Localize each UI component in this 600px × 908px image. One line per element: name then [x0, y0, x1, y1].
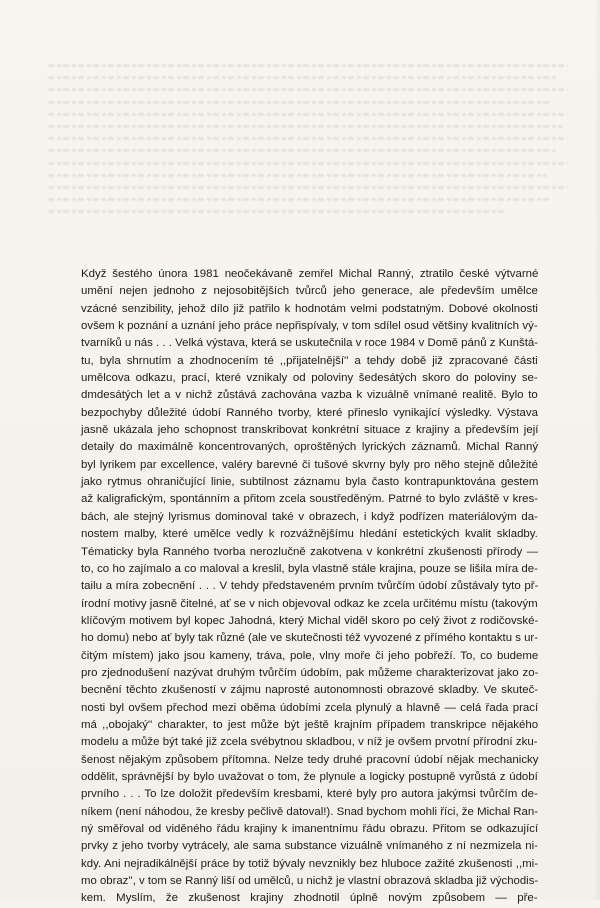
text-line: vzácné senzibility, jehož dílo již patřilo k hodnotám velmi podstatným. Dobové okolnosti: [81, 302, 538, 315]
page-edge-shadow: [594, 0, 600, 900]
text-line: tu, byla shrnutím a zhodnocením té ,,přijatelnější'' a tehdy době již zpracované části: [81, 354, 538, 367]
text-line: oddělit, správnější by bylo uvažovat o tom, že plynule a logicky postupně vyrůstá z údobí: [81, 770, 538, 783]
text-line: čitým místem) jako jsou kameny, tráva, pole, vlny moře či jeho pobřeží. To, co budeme: [81, 649, 539, 662]
text-line: jasně ukázala jeho schopnost transkribovat konkrétní situace z krajiny a především její: [81, 424, 539, 437]
text-line: bezpochyby důležité údobí Ranného tvorby, které přineslo vynikající výsledky. Výstava: [81, 406, 538, 419]
text-line: ný směřoval od viděného řádu krajiny k imanentnímu řádu obrazu. Přitom se odkazující: [81, 823, 539, 835]
reverse-side-bleed-through: [48, 64, 568, 236]
text-line: tailu a míra zobecnění . . . V tehdy představeném prvním tvůrčím údobí zůstávaly tyto př-: [81, 580, 539, 593]
text-line: dmdesátých let a v nichž zůstává zachována vazba k vizuálně vnímané realitě. Bylo to: [81, 389, 538, 402]
text-line: prvky z jeho tvorby vytrácely, ale sama substance vizuálně vnímaného z ní nezmizela ni-: [81, 840, 538, 853]
text-line: detaily do maximálně koncentrovaných, oproštěných lyrických záznamů. Michal Ranný: [81, 441, 539, 454]
text-line: až kaligrafickým, spontánním a přitom zcela soustředěným. Patrné to bylo zvláště v kres-: [81, 493, 539, 506]
text-line: kdy. Ani nejradikálnější práce by totiž bývaly nevznikly bez hluboce zažité zkušenosti ,,mi-: [81, 857, 539, 870]
text-line: modelu a může být také již zcela svébytnou skladbou, v níž je ovšem prvotní přírodní zku-: [81, 736, 538, 749]
text-line: šenost nějakým způsobem přítomna. Nelze tedy druhé pracovní údobí nějak mechanicky: [81, 753, 539, 766]
article-body: [81, 266, 538, 908]
text-line: má ,,obojaký'' charakter, to jest může být ještě krajním případem transkripce nějakého: [81, 718, 539, 731]
text-line: níkem (není náhodou, že kresby pečlivě datoval!). Snad bychom mohli říci, že Michal Ran-: [81, 805, 539, 818]
text-line: mo obraz'', v tom se Ranný liší od umělců, u nichž je vlastní obrazová skladba již východis-: [81, 875, 539, 888]
text-line: becnění těchto zkušeností v zájmu naprosté autonomnosti obrazové skladby. Ve skuteč-: [81, 684, 539, 697]
text-line: írodní motivy jasně čitelné, ať se v nich objevoval odkaz ke zcela určitému místu (takovým: [81, 597, 538, 610]
text-line: byl lyrikem par excellence, valéry barevné či tušové skvrny byly pro něho stejně důležité: [81, 458, 538, 471]
text-line: jako rytmus ohraničující linie, subtilnost záznamu byla často kontrapunktována gestem: [81, 476, 539, 489]
text-line: Tématicky byla Ranného tvorba nerozlučně zakotvena v konkrétní zkušenosti přírody —: [81, 545, 539, 558]
text-line: pro zjednodušení nazývat druhým tvůrčím údobím, pak můžeme charakterizovat jako zo-: [81, 666, 539, 679]
text-line: ho domu) nebo ať byly tak různé (ale ve skutečnosti též vyvozené z přímého kontaktu s ur-: [81, 632, 538, 645]
text-line: umělcova odkazu, prací, které vznikaly od poloviny šedesátých skoro do poloviny se-: [81, 372, 538, 385]
text-line: bách, ale stejný lyrismus dominoval také v obrazech, i když podřízen materiálovým da-: [81, 510, 538, 523]
text-line: Když šestého února 1981 neočekávaně zemřel Michal Ranný, ztratilo české výtvarné: [81, 268, 539, 280]
text-line: tvarníků u nás . . . Velká výstava, která se uskutečnila v roce 1984 v Domě pánů z Kunštá-: [81, 337, 539, 350]
text-line: umění nejen jednoho z nejosobitějších tvůrců jeho generace, ale především umělce: [81, 285, 538, 298]
text-line: klíčovým motivem byl kopec Jahodná, který Michal viděl skoro po celý život z rodičovské-: [81, 614, 539, 627]
text-line: nostem malby, které umělce vedly k rozvážnějšímu hledání estetických kvalit skladby.: [81, 528, 538, 541]
text-line: prvního . . . To lze doložit především kresbami, které byly pro autora jakýmsi tvůrčím de-: [81, 788, 538, 801]
text-line: nosti byl ovšem přechod mezi oběma údobími zcela plynulý a hlavně — celá řada prací: [81, 701, 539, 714]
text-line: to, co ho zajímalo a co maloval a kreslil, byla vlastně stále krajina, pouze se lišila míra de-: [81, 562, 538, 575]
text-line: kem. Myslím, že zkušenost krajiny zhodnotil úplně novým způsobem — pře-: [81, 892, 538, 905]
text-line: ovšem k poznání a uznání jeho práce nepřispívaly, v tom sdílel osud většiny kvalitních vý-: [81, 320, 538, 333]
